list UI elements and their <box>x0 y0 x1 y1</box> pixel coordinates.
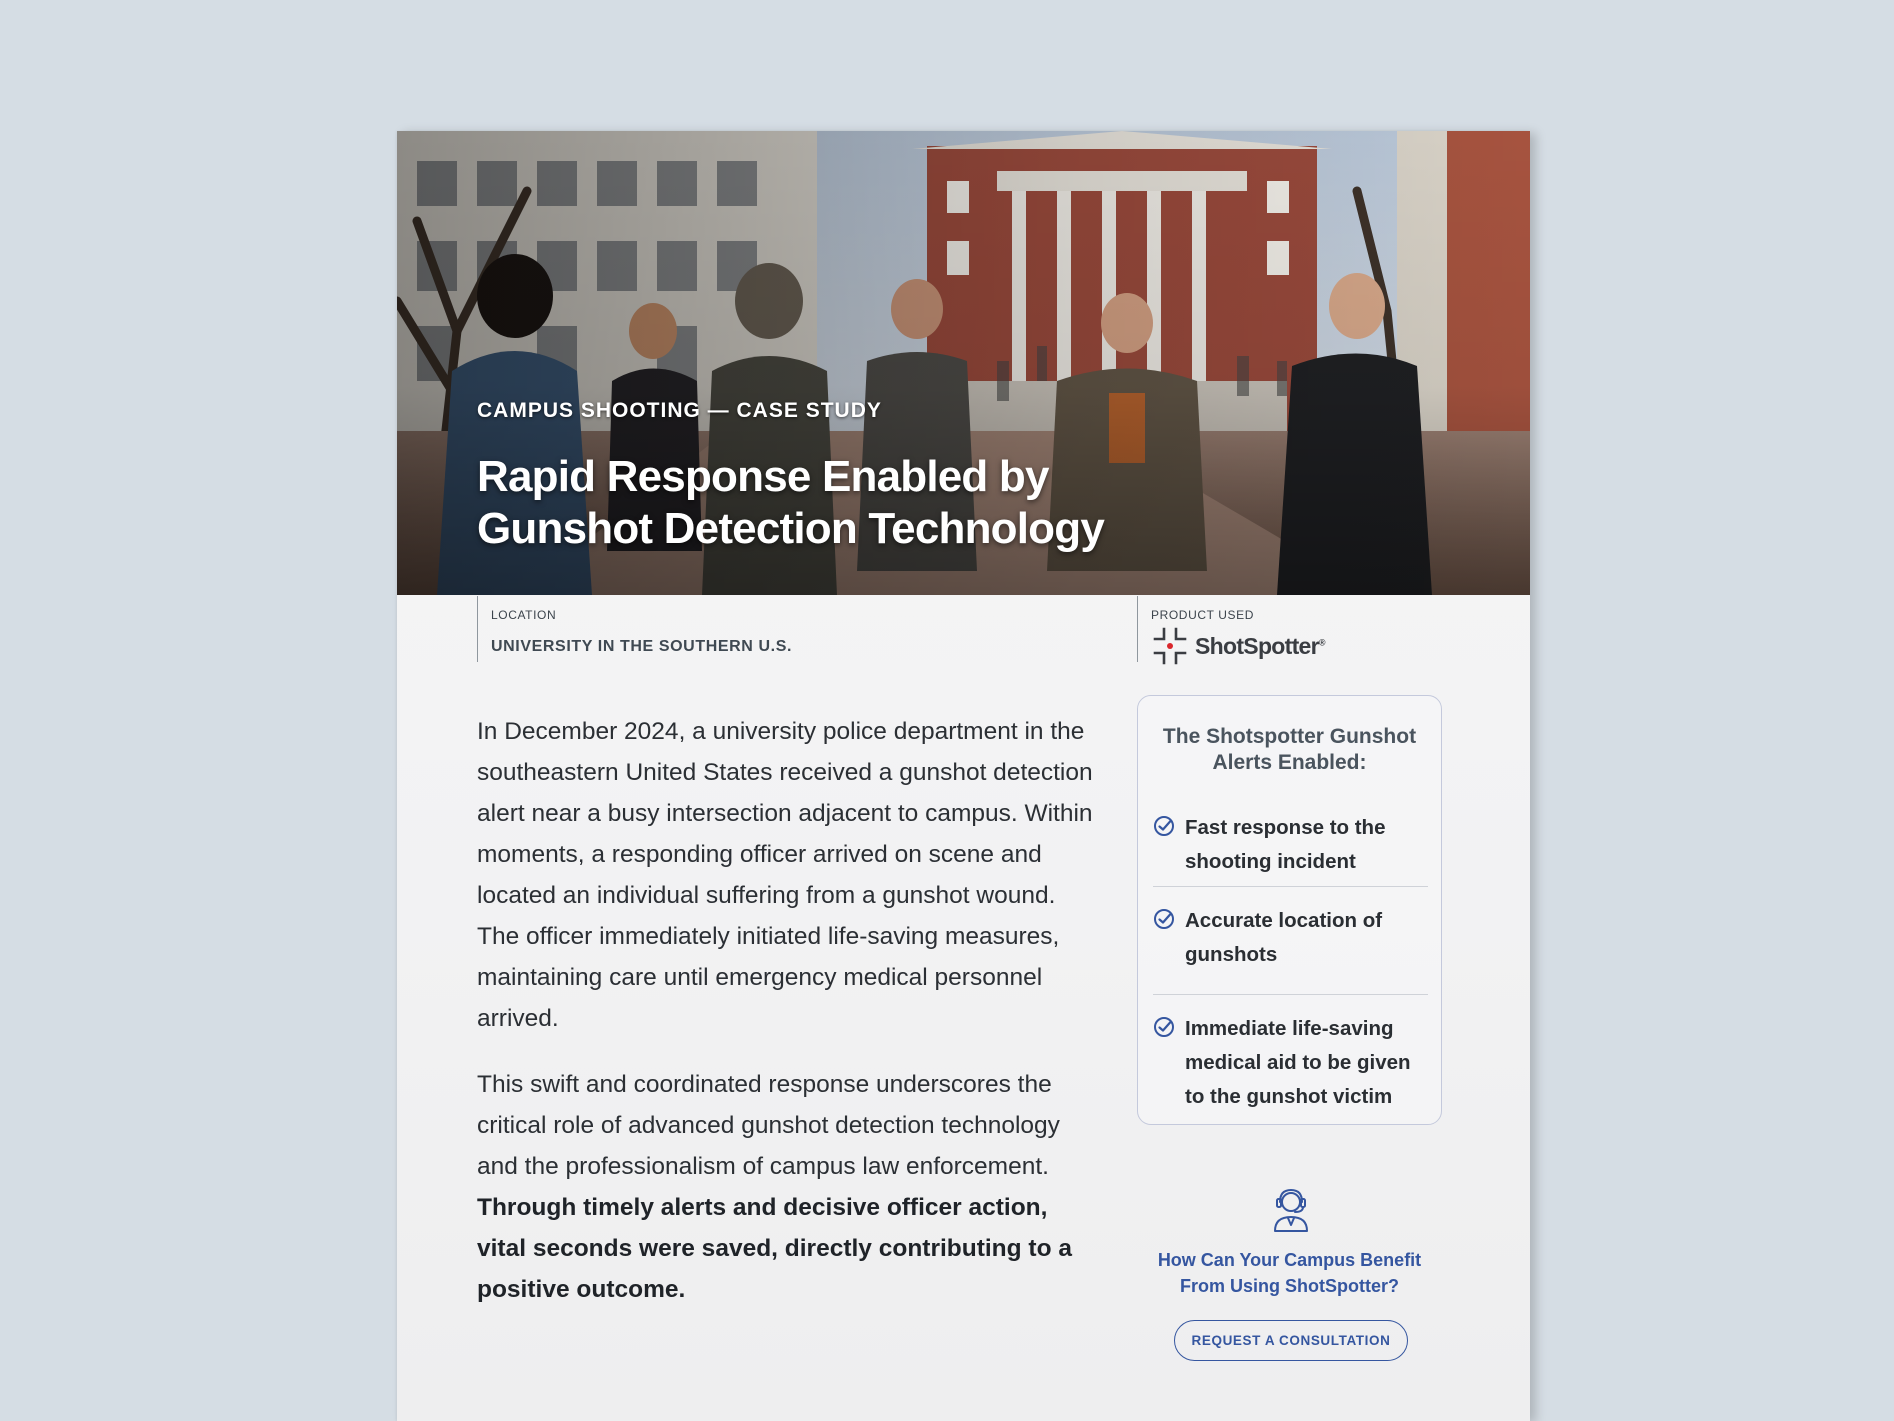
benefit-item <box>1153 811 1428 879</box>
check-circle-icon <box>1153 1016 1175 1038</box>
benefit-item <box>1153 1012 1428 1114</box>
case-study-sheet <box>397 131 1530 1421</box>
body-paragraph-1: In December 2024, a university police department in the southeastern United States received a gunshot detection alert near a busy intersection adjacent to campus. Within moments, a responding officer arrived on scene and located an individual suffering from a gunshot wound. The officer immediately initiated life-saving measures, maintaining care until emergency medical personnel arrived. <box>477 718 1093 1032</box>
cta-question: How Can Your Campus Benefit From Using ShotSpotter? <box>1157 1250 1422 1296</box>
shotspotter-crosshair-icon <box>1151 627 1189 665</box>
location-block <box>477 596 792 662</box>
product-block <box>1137 596 1325 662</box>
benefits-box <box>1137 695 1442 1125</box>
registered-mark: ® <box>1318 636 1325 647</box>
shotspotter-logo <box>1151 627 1325 665</box>
check-circle-icon <box>1153 815 1175 837</box>
case-study-body <box>477 711 1097 1335</box>
support-agent-icon <box>1268 1185 1314 1233</box>
benefit-item <box>1153 904 1428 972</box>
benefits-title: The Shotspotter Gunshot Alerts Enabled: <box>1162 725 1417 774</box>
benefit-text: Fast response to the shooting incident <box>1185 816 1386 873</box>
case-study-label: CAMPUS SHOOTING — CASE STUDY <box>477 399 882 422</box>
benefit-divider <box>1153 886 1428 887</box>
body-paragraph-2-text: This swift and coordinated response underscores the critical role of advanced gunshot detection technology and the professionalism of campus law enforcement. <box>477 1071 1060 1180</box>
product-caption: PRODUCT USED <box>1151 608 1254 622</box>
location-caption: LOCATION <box>491 608 557 622</box>
check-circle-icon <box>1153 908 1175 930</box>
hero-banner <box>397 131 1530 595</box>
benefit-text: Accurate location of gunshots <box>1185 909 1383 966</box>
request-consultation-button[interactable]: REQUEST A CONSULTATION <box>1174 1320 1408 1361</box>
location-value: UNIVERSITY IN THE SOUTHERN U.S. <box>491 638 793 655</box>
hero-title: Rapid Response Enabled by Gunshot Detection Technology <box>477 452 1105 553</box>
benefit-divider <box>1153 994 1428 995</box>
body-paragraph-2-emphasis: Through timely alerts and decisive officer action, vital seconds were saved, directly contributing to a positive outcome. <box>477 1194 1072 1303</box>
product-name: ShotSpotter® <box>1195 632 1325 659</box>
benefit-text: Immediate life-saving medical aid to be given to the gunshot victim <box>1185 1017 1411 1108</box>
body-paragraph-2 <box>477 1064 1097 1310</box>
